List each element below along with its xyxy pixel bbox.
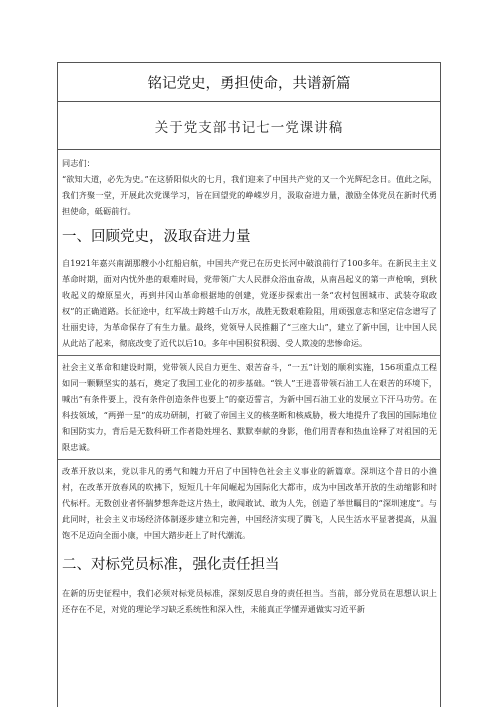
- section-1-paragraph: 社会主义革命和建设时期，党带领人民自力更生、艰苦奋斗，“一五”计划的顺利实施，156项重点工程如同一颗颗坚实的基石，奠定了我国工业化的初步基础。“铁人”王进喜带领石油工人在艰苦的环境下，喊出“有条件要上，没有条件创造条件也要上”的豪迈誓言，为新中国石油工业的发展立下汗马功劳。在科技领域，“两弹一星”的成功研制，打破了帝国主义的核垄断和核威胁，极大地提升了我国的国际地位和国防实力，背后是无数科研工作者隐姓埋名、默默奉献的身影，他们用青春和热血诠释了对祖国的无限忠诚。: [62, 362, 437, 452]
- divider: [58, 355, 440, 356]
- greeting: 同志们：: [62, 158, 95, 168]
- intro-paragraph: “欲知大道，必先为史。”在这骄阳似火的七月，我们迎来了中国共产党的又一个光辉纪念日。值此之际，我们齐聚一堂，开展此次党课学习，旨在回望党的峥嵘岁月，汲取奋进力量，激励全体党员在新时代勇担使命，砥砺前行。: [62, 174, 437, 216]
- section-2-heading: 二、对标党员标准，强化责任担当: [62, 557, 280, 573]
- document-title: 铭记党史，勇担使命，共谱新篇: [58, 63, 440, 102]
- document-subtitle: 关于党支部书记七一党课讲稿: [58, 102, 440, 150]
- document-page: [57, 62, 441, 707]
- document-body: [58, 150, 440, 617]
- section-1-heading: 一、回顾党史，汲取奋进力量: [62, 229, 251, 245]
- section-2-paragraph: 在新的历史征程中，我们必须对标党员标准，深刻反思自身的责任担当。当前，部分党员在思想认识上还存在不足，对党的理论学习缺乏系统性和深入性，未能真正学懂弄通做实习近平新: [62, 588, 437, 614]
- section-1-paragraph: 自1921年嘉兴南湖那艘小小红船启航，中国共产党已在历史长河中破浪前行了100多年。在新民主主义革命时期，面对内忧外患的艰难时局，党带领广大人民群众浴血奋战，从南昌起义的第一声枪响，到秋收起义的燎原星火，再到井冈山革命根据地的创建，党逐步探索出一条“农村包围城市、武装夺取政权”的正确道路。长征途中，红军战士跨越千山万水，战胜无数艰难险阻，用顽强意志和坚定信念谱写了壮丽史诗，为革命保存了有生力量。最终，党领导人民推翻了“三座大山”，建立了新中国，让中国人民从此站了起来，彻底改变了近代以后10。多年中国积贫积弱、受人欺凌的悲惨命运。: [62, 258, 437, 348]
- section-1-paragraph: 改革开放以来，党以非凡的勇气和魄力开启了中国特色社会主义事业的新篇章。深圳这个昔日的小渔村，在改革开放春风的吹拂下，短短几十年间崛起为国际化大都市，成为中国改革开放的生动缩影和时代标杆。无数创业者怀揣梦想奔赴这片热土，敢闯敢试、敢为人先，创造了举世瞩目的“深圳速度”。与此同时，社会主义市场经济体制逐步建立和完善，中国经济实现了腾飞，人民生活水平显著提高，从温饱不足迈向全面小康，中国大踏步赶上了时代潮流。: [62, 466, 437, 540]
- divider: [58, 459, 440, 460]
